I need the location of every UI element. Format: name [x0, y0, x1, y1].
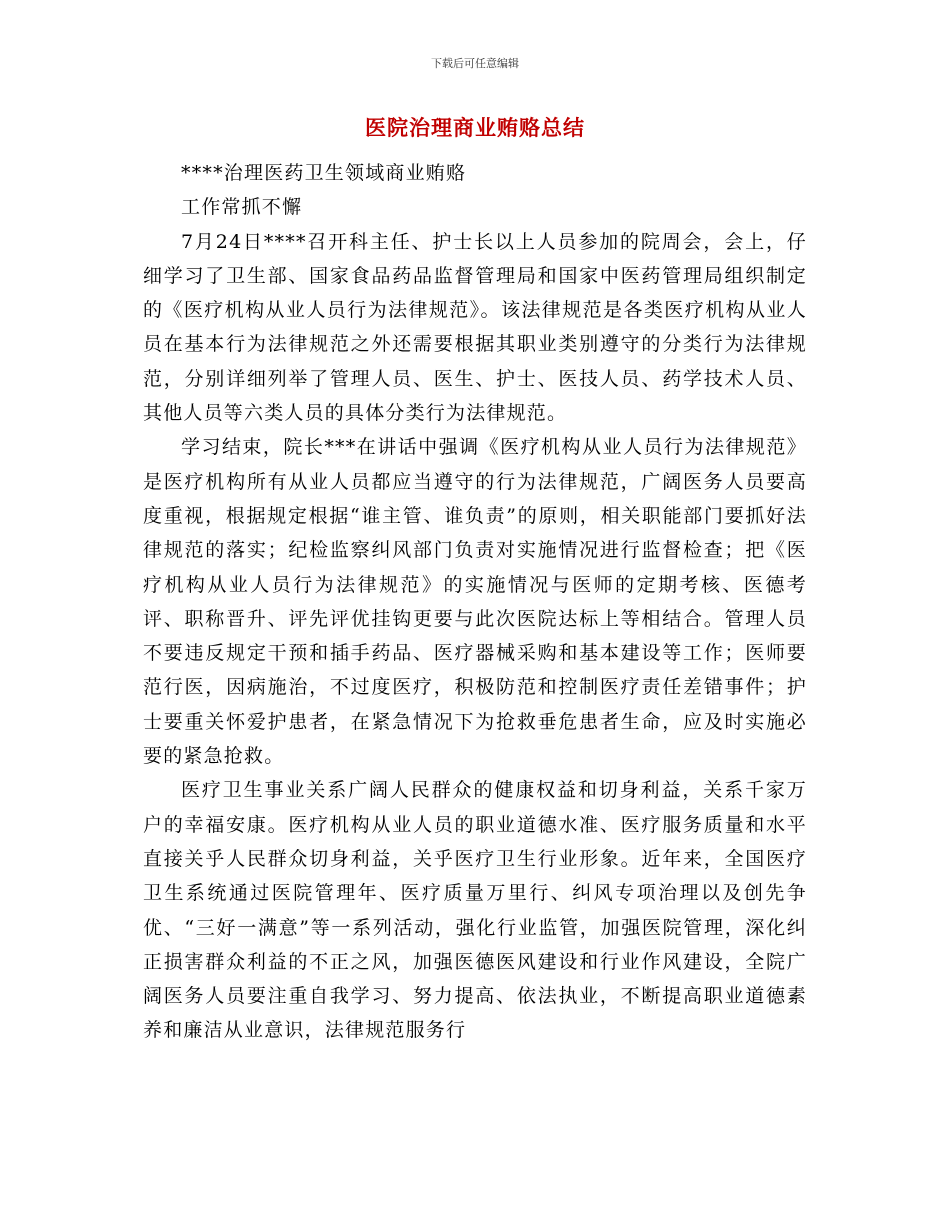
paragraph-meeting: 7月24日****召开科主任、护士长以上人员参加的院周会，会上，仔细学习了卫生部、国家食品药品监督管理局和国家中医药管理局组织制定的《医疗机构从业人员行为法律规范》。该法律规范是各类医疗机构从业人员在基本行为法律规范之外还需要根据其职业类别遵守的分类行为法律规范，分别详细列举了管理人员、医生、护士、医技人员、药学技术人员、其他人员等六类人员的具体分类行为法律规范。: [143, 230, 807, 425]
page-header-note: 下载后可任意编辑: [431, 57, 519, 70]
paragraph-speech: 学习结束，院长***在讲话中强调《医疗机构从业人员行为法律规范》是医疗机构所有从业人员都应当遵守的行为法律规范，广阔医务人员要高度重视，根据规定根据“谁主管、谁负责”的原则，相关职能部门要抓好法律规范的落实；纪检监察纠风部门负责对实施情况进行监督检查；把《医疗机构从业人员行为法律规范》的实施情况与医师的定期考核、医德考评、职称晋升、评先评优挂钩更要与此次医院达标上等相结合。管理人员不要违反规定干预和插手药品、医疗器械采购和基本建设等工作；医师要范行医，因病施治，不过度医疗，积极防范和控制医疗责任差错事件；护士要重关怀爱护患者，在紧急情况下为抢救垂危患者生命，应及时实施必要的紧急抢救。: [143, 436, 807, 768]
paragraph-subtitle-2: 工作常抓不懈: [181, 196, 303, 219]
paragraph-subtitle-1: ****治理医药卫生领域商业贿赂: [181, 162, 467, 184]
document-title: 医院治理商业贿赂总结: [365, 115, 585, 140]
paragraph-healthcare: 医疗卫生事业关系广阔人民群众的健康权益和切身利益，关系千家万户的幸福安康。医疗机构从业人员的职业道德水准、医疗服务质量和水平直接关乎人民群众切身利益，关乎医疗卫生行业形象。近年来，全国医疗卫生系统通过医院管理年、医疗质量万里行、纠风专项治理以及创先争优、“三好一满意”等一系列活动，强化行业监管，加强医院管理，深化纠正损害群众利益的不正之风，加强医德医风建设和行业作风建设，全院广阔医务人员要注重自我学习、努力提高、依法执业，不断提高职业道德素养和廉洁从业意识，法律规范服务行: [143, 779, 807, 1042]
document-body: [143, 156, 807, 1048]
